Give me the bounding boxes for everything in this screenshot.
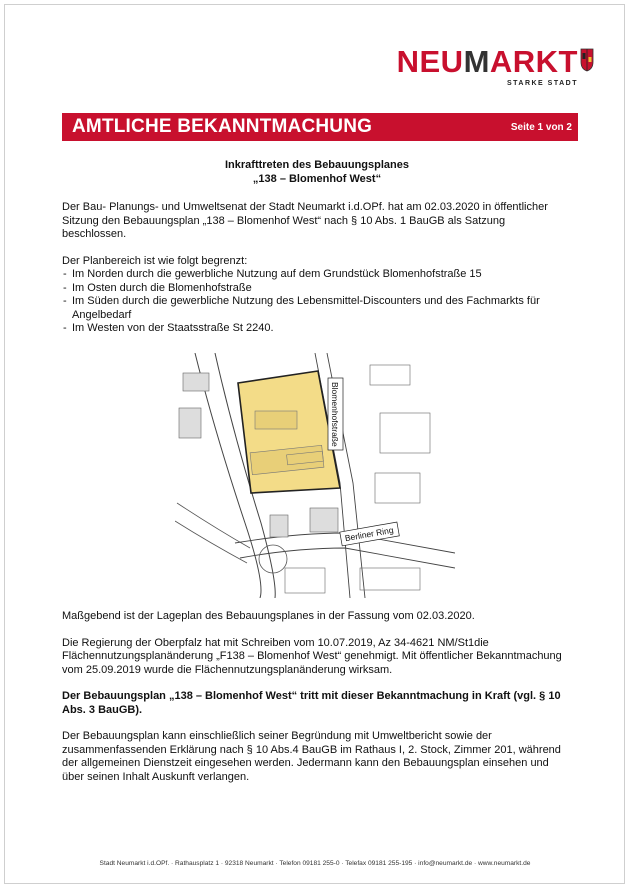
document-body-lower bbox=[62, 610, 572, 797]
title-line-2: „138 – Blomenhof West“ bbox=[252, 172, 382, 185]
page-indicator: Seite 1 von 2 bbox=[510, 122, 572, 133]
paragraph-inkraft: Der Bebauungsplan „138 – Blomenhof West“ tritt mit dieser Bekanntmachung in Kraft (vgl. § 10 Abs. 3 BauGB). bbox=[62, 690, 561, 716]
banner-title: AMTLICHE BEKANNTMACHUNG bbox=[72, 116, 373, 137]
title-line-1: Inkrafttreten des Bebauungsplanes bbox=[225, 159, 409, 171]
city-crest-icon bbox=[580, 48, 594, 72]
logo-part-m: M bbox=[463, 44, 490, 79]
paragraph-beschluss: Der Bau- Planungs- und Umweltsenat der Stadt Neumarkt i.d.OPf. hat am 02.03.2020 in öffentlicher Sitzung den Bebauungsplan „138 – Blomenhof West“ nach § 10 Abs. 1 BauGB als Satzung beschlossen. bbox=[62, 201, 548, 240]
city-logo bbox=[397, 46, 578, 87]
bounds-item-north: - Im Norden durch die gewerbliche Nutzung auf dem Grundstück Blomenhofstraße 15 bbox=[62, 268, 572, 282]
bounds-item-south: - Im Süden durch die gewerbliche Nutzung des Lebensmittel-Discounters und des Fachmarkts für Angelbedarf bbox=[62, 295, 572, 322]
paragraph-regierung: Die Regierung der Oberpfalz hat mit Schreiben vom 10.07.2019, Az 34-4621 NM/St1die Flächennutzungsplanänderung „F138 – Blomenhof West“ genehmigt. Mit öffentlicher Bekanntmachung vom 25.09.2019 wurde die Flächennutzungsplanänderung wirksam. bbox=[62, 636, 562, 676]
bounds-item-east: - Im Osten durch die Blomenhofstraße bbox=[62, 282, 572, 296]
logo-wordmark bbox=[397, 46, 578, 78]
document-body bbox=[62, 159, 572, 348]
bounds-intro: Der Planbereich ist wie folgt begrenzt: bbox=[62, 254, 248, 267]
site-plan-map bbox=[175, 353, 455, 598]
street-label-blomenhofstrasse bbox=[328, 378, 343, 450]
paragraph-lageplan: Maßgebend ist der Lageplan des Bebauungsplanes in der Fassung vom 02.03.2020. bbox=[62, 610, 475, 622]
document-title bbox=[62, 159, 572, 186]
logo-tagline: STARKE STADT bbox=[506, 80, 578, 87]
announcement-banner bbox=[62, 113, 578, 141]
logo-part-neu: NEU bbox=[396, 44, 464, 79]
street2-text: Berliner Ring bbox=[344, 524, 395, 544]
bounds-item-west: - Im Westen von der Staatsstraße St 2240. bbox=[62, 322, 572, 336]
paragraph-einsicht: Der Bebauungsplan kann einschließlich seiner Begründung mit Umweltbericht sowie der zusammenfassenden Erklärung nach § 10 Abs.4 BauGB im Rathaus I, 2. Stock, Zimmer 201, während der allgemeinen Dienstzeit eingesehen werden. Jedermann kann den Bebauungsplan einsehen und über seinen Inhalt Auskunft verlangen. bbox=[62, 730, 561, 783]
logo-part-arkt: ARKT bbox=[489, 44, 578, 79]
bounds-list bbox=[62, 268, 572, 336]
street1-text: Blomenhofstraße bbox=[330, 382, 340, 447]
page-footer: Stadt Neumarkt i.d.OPf. · Rathausplatz 1 · 92318 Neumarkt · Telefon 09181 255-0 · Telefax 09181 255-195 · info@neumarkt.de · www.neumarkt.de bbox=[99, 860, 531, 867]
